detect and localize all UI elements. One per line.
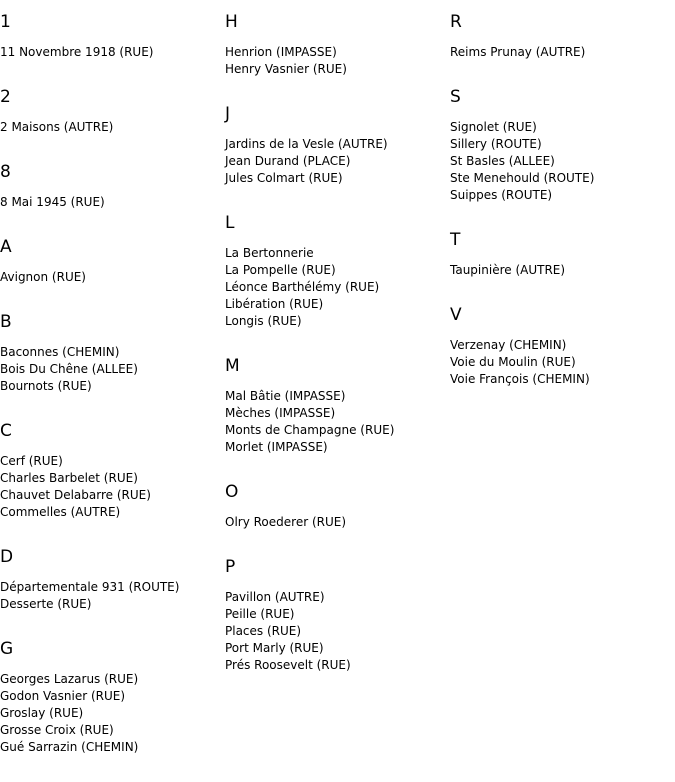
street-link[interactable]: Henrion (IMPASSE)	[225, 45, 337, 59]
street-link[interactable]: Chauvet Delabarre (RUE)	[0, 488, 151, 502]
letter-group	[225, 213, 450, 330]
street-link[interactable]: La Bertonnerie	[225, 246, 314, 260]
street-column-3	[450, 12, 675, 414]
street-link[interactable]: Signolet (RUE)	[450, 120, 537, 134]
street-link[interactable]: Jardins de la Vesle (AUTRE)	[225, 137, 388, 151]
street-link[interactable]: Monts de Champagne (RUE)	[225, 423, 395, 437]
street-link[interactable]: Mal Bâtie (IMPASSE)	[225, 389, 346, 403]
street-list	[225, 44, 450, 78]
street-link[interactable]: La Pompelle (RUE)	[225, 263, 336, 277]
street-link[interactable]: Port Marly (RUE)	[225, 641, 324, 655]
street-link[interactable]: Places (RUE)	[225, 624, 302, 638]
street-list	[0, 44, 225, 61]
letter-group	[225, 356, 450, 456]
letter-heading: 8	[0, 162, 11, 182]
letter-heading: 1	[0, 12, 11, 32]
letter-heading: S	[450, 87, 461, 107]
letter-heading: J	[225, 104, 231, 124]
street-link[interactable]: 11 Novembre 1918 (RUE)	[0, 45, 154, 59]
street-list	[450, 337, 675, 388]
street-list	[225, 589, 450, 674]
street-list	[0, 344, 225, 395]
street-link[interactable]: Prés Roosevelt (RUE)	[225, 658, 351, 672]
street-link[interactable]: Longis (RUE)	[225, 314, 302, 328]
letter-heading: L	[225, 213, 235, 233]
letter-heading: B	[0, 312, 12, 332]
street-link[interactable]: Gué Sarrazin (CHEMIN)	[0, 740, 139, 754]
street-list	[450, 119, 675, 204]
street-link[interactable]: Reims Prunay (AUTRE)	[450, 45, 586, 59]
street-link[interactable]: Verzenay (CHEMIN)	[450, 338, 567, 352]
street-link[interactable]: Départementale 931 (ROUTE)	[0, 580, 180, 594]
street-link[interactable]: Peille (RUE)	[225, 607, 295, 621]
letter-group	[450, 87, 675, 204]
street-link[interactable]: Avignon (RUE)	[0, 270, 86, 284]
letter-heading: G	[0, 639, 14, 659]
street-link[interactable]: Georges Lazarus (RUE)	[0, 672, 139, 686]
street-link[interactable]: Godon Vasnier (RUE)	[0, 689, 126, 703]
street-link[interactable]: Pavillon (AUTRE)	[225, 590, 325, 604]
street-column-2	[225, 12, 450, 700]
street-link[interactable]: Morlet (IMPASSE)	[225, 440, 328, 454]
letter-group	[450, 230, 675, 279]
street-link[interactable]: Suippes (ROUTE)	[450, 188, 553, 202]
street-list	[450, 44, 675, 61]
street-link[interactable]: Desserte (RUE)	[0, 597, 92, 611]
letter-group	[225, 482, 450, 531]
street-link[interactable]: Cerf (RUE)	[0, 454, 63, 468]
street-list	[0, 119, 225, 136]
letter-group	[225, 557, 450, 674]
street-list	[225, 136, 450, 187]
letter-group	[0, 12, 225, 61]
street-list	[450, 262, 675, 279]
letter-heading: C	[0, 421, 12, 441]
street-link[interactable]: Commelles (AUTRE)	[0, 505, 121, 519]
street-link[interactable]: Bois Du Chêne (ALLEE)	[0, 362, 138, 376]
street-link[interactable]: Ste Menehould (ROUTE)	[450, 171, 595, 185]
letter-heading: 2	[0, 87, 11, 107]
street-link[interactable]: Taupinière (AUTRE)	[450, 263, 566, 277]
street-link[interactable]: Henry Vasnier (RUE)	[225, 62, 347, 76]
street-link[interactable]: Voie François (CHEMIN)	[450, 372, 590, 386]
letter-group	[0, 162, 225, 211]
letter-group	[450, 305, 675, 388]
letter-heading: D	[0, 547, 14, 567]
street-link[interactable]: St Basles (ALLEE)	[450, 154, 555, 168]
street-list	[0, 269, 225, 286]
street-link[interactable]: Libération (RUE)	[225, 297, 324, 311]
street-link[interactable]: Mèches (IMPASSE)	[225, 406, 336, 420]
street-list	[0, 194, 225, 211]
letter-heading: H	[225, 12, 238, 32]
street-link[interactable]: Olry Roederer (RUE)	[225, 515, 347, 529]
letter-heading: R	[450, 12, 462, 32]
letter-group	[0, 421, 225, 521]
street-list	[225, 514, 450, 531]
letter-group	[0, 87, 225, 136]
letter-heading: A	[0, 237, 12, 257]
street-list	[0, 453, 225, 521]
street-link[interactable]: Charles Barbelet (RUE)	[0, 471, 138, 485]
letter-group	[225, 104, 450, 187]
street-link[interactable]: Baconnes (CHEMIN)	[0, 345, 120, 359]
letter-group	[0, 547, 225, 613]
street-link[interactable]: Jules Colmart (RUE)	[225, 171, 343, 185]
street-link[interactable]: Grosse Croix (RUE)	[0, 723, 114, 737]
street-column-1	[0, 12, 225, 782]
letter-heading: V	[450, 305, 462, 325]
letter-group	[0, 237, 225, 286]
street-list	[225, 388, 450, 456]
street-link[interactable]: Groslay (RUE)	[0, 706, 84, 720]
letter-heading: M	[225, 356, 240, 376]
street-link[interactable]: Sillery (ROUTE)	[450, 137, 542, 151]
letter-group	[225, 12, 450, 78]
street-link[interactable]: Jean Durand (PLACE)	[225, 154, 351, 168]
letter-group	[450, 12, 675, 61]
street-link[interactable]: Léonce Barthélémy (RUE)	[225, 280, 380, 294]
street-list	[225, 245, 450, 330]
street-list	[0, 579, 225, 613]
street-link[interactable]: Voie du Moulin (RUE)	[450, 355, 576, 369]
letter-group	[0, 639, 225, 756]
street-link[interactable]: 2 Maisons (AUTRE)	[0, 120, 114, 134]
street-link[interactable]: 8 Mai 1945 (RUE)	[0, 195, 105, 209]
letter-heading: T	[450, 230, 461, 250]
letter-heading: O	[225, 482, 239, 502]
street-link[interactable]: Bournots (RUE)	[0, 379, 92, 393]
letter-heading: P	[225, 557, 236, 577]
street-list	[0, 671, 225, 756]
letter-group	[0, 312, 225, 395]
